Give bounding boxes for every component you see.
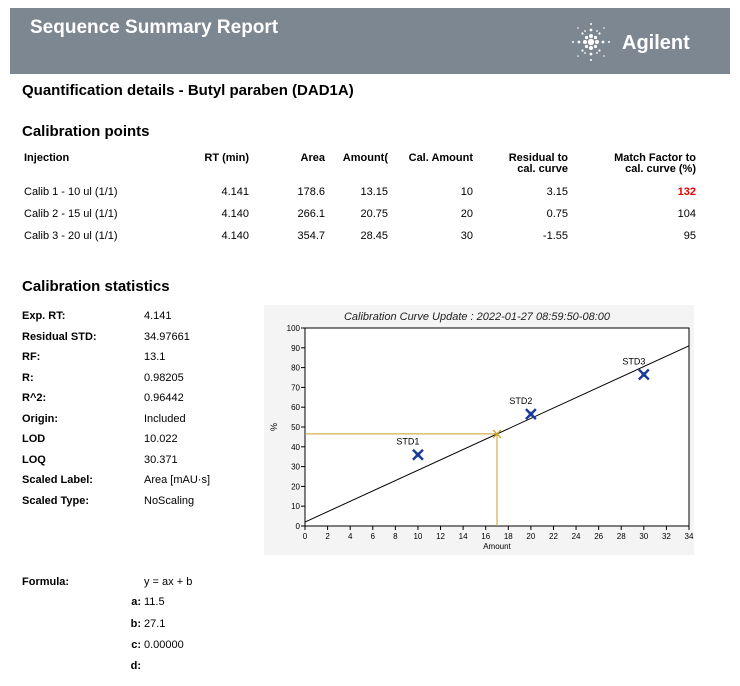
coef-key: b: <box>130 618 141 630</box>
cell-amount: 20.75 <box>360 208 388 220</box>
cell-residual: 0.75 <box>546 208 568 220</box>
col-area: Area <box>300 152 325 164</box>
x-tick-label: 18 <box>503 532 513 541</box>
table-row <box>20 181 700 203</box>
col-amount: Amount( <box>342 152 388 164</box>
calibration-curve-svg <box>264 305 694 555</box>
col-injection: Injection <box>24 152 70 164</box>
cell-injection: Calib 1 - 10 ul (1/1) <box>24 186 118 198</box>
point-label: STD2 <box>509 396 533 407</box>
cell-area: 266.1 <box>297 208 325 220</box>
cell-match-factor: 132 <box>677 186 696 198</box>
cell-match-factor: 95 <box>683 230 696 242</box>
cell-cal-amount: 30 <box>460 230 473 242</box>
x-tick-label: 20 <box>526 532 536 541</box>
stat-value: 13.1 <box>144 351 166 363</box>
cell-residual: -1.55 <box>542 230 568 242</box>
formula-coef-d <box>123 660 323 672</box>
calibration-curve-chart <box>264 305 694 555</box>
x-tick-label: 6 <box>370 532 375 541</box>
point-label: STD3 <box>622 356 646 367</box>
coef-value: 11.5 <box>144 596 165 608</box>
y-tick-label: 20 <box>291 482 300 492</box>
cell-amount: 13.15 <box>360 186 388 198</box>
table-header-row <box>20 152 700 181</box>
cell-residual: 3.15 <box>546 186 568 198</box>
col-cal-amount: Cal. Amount <box>408 152 473 164</box>
stat-value: 0.96442 <box>144 392 184 404</box>
x-tick-label: 32 <box>661 532 671 541</box>
formula-coef-b <box>123 618 323 630</box>
chart-title: Calibration Curve Update : 2022-01-27 08:59:50-08:00 <box>343 311 611 323</box>
table-row <box>20 203 700 225</box>
stat-value: 34.97661 <box>144 330 190 343</box>
agilent-spark-icon <box>566 18 616 66</box>
agilent-logo <box>566 18 706 66</box>
x-tick-label: 28 <box>616 532 626 541</box>
x-tick-label: 26 <box>594 532 604 541</box>
y-tick-label: 40 <box>291 442 300 452</box>
coef-value: 0.00000 <box>144 639 184 651</box>
x-axis-label: Amount <box>483 542 511 551</box>
stat-label: LOQ <box>22 453 46 466</box>
quantification-title: Quantification details - Butyl paraben (DAD1A) <box>22 82 354 99</box>
formula-label: Formula: <box>22 576 70 588</box>
x-tick-label: 16 <box>481 532 491 541</box>
stat-value: 30.371 <box>144 453 178 466</box>
formula-equation: y = ax + b <box>144 576 193 588</box>
calibration-point-core <box>641 372 646 377</box>
col-match-line2: cal. curve (%) <box>625 163 696 175</box>
x-tick-label: 2 <box>325 532 330 541</box>
y-tick-label: 90 <box>291 343 300 353</box>
stat-label: RF: <box>22 351 41 363</box>
stat-row-scaled-type <box>22 495 272 516</box>
x-tick-label: 10 <box>413 532 423 541</box>
y-tick-label: 60 <box>291 403 300 413</box>
agilent-logo-text: Agilent <box>622 32 690 54</box>
y-tick-label: 100 <box>286 324 300 333</box>
col-match-factor <box>572 152 700 181</box>
cell-amount: 28.45 <box>360 230 388 242</box>
x-tick-label: 22 <box>549 532 558 541</box>
calibration-statistics-list <box>22 310 272 515</box>
stat-label: LOD <box>22 433 46 445</box>
cell-injection: Calib 3 - 20 ul (1/1) <box>24 230 118 242</box>
calibration-point-core <box>528 412 533 417</box>
cell-rt: 4.140 <box>221 230 249 242</box>
stat-row-r-squared <box>22 392 272 413</box>
cell-cal-amount: 10 <box>460 186 473 198</box>
x-tick-label: 14 <box>458 532 468 541</box>
stat-value: NoScaling <box>144 494 195 507</box>
x-tick-label: 34 <box>684 532 694 541</box>
x-tick-label: 0 <box>302 532 308 541</box>
coef-key: c: <box>131 639 141 651</box>
x-tick-label: 8 <box>393 532 398 541</box>
x-tick-label: 12 <box>436 532 445 541</box>
cell-rt: 4.140 <box>221 208 249 220</box>
point-label: STD1 <box>396 436 420 447</box>
y-tick-label: 50 <box>291 423 300 432</box>
stat-label: Scaled Label: <box>22 474 93 486</box>
calibration-point-core <box>415 452 420 457</box>
calibration-statistics-title: Calibration statistics <box>22 278 170 295</box>
x-tick-label: 24 <box>571 532 581 541</box>
cell-match-factor: 104 <box>677 208 696 220</box>
stat-row-rf <box>22 351 272 372</box>
cell-area: 354.7 <box>297 230 325 242</box>
x-tick-label: 30 <box>639 532 649 541</box>
stat-label: R: <box>22 371 34 384</box>
report-title: Sequence Summary Report <box>30 17 279 38</box>
stat-value: 0.98205 <box>144 371 184 384</box>
y-tick-label: 80 <box>291 363 300 373</box>
calibration-points-title: Calibration points <box>22 123 150 140</box>
cell-injection: Calib 2 - 15 ul (1/1) <box>24 208 118 220</box>
formula-coef-c <box>123 639 323 651</box>
col-residual <box>477 152 572 181</box>
cell-area: 178.6 <box>297 186 325 198</box>
y-tick-label: 0 <box>295 522 300 531</box>
formula-coef-a <box>123 596 323 608</box>
report-header <box>10 8 730 74</box>
y-tick-label: 10 <box>291 502 300 512</box>
table-row <box>20 225 700 247</box>
coef-key: a: <box>131 596 141 608</box>
stat-value: Included <box>144 412 186 425</box>
stat-row-scaled-label <box>22 474 272 495</box>
stat-row-r <box>22 372 272 393</box>
calibration-points-table <box>20 152 700 247</box>
stat-row-origin <box>22 413 272 434</box>
col-rt: RT (min) <box>204 152 249 164</box>
cell-rt: 4.141 <box>221 186 249 198</box>
stat-label: Scaled Type: <box>22 494 90 507</box>
col-match-line1: Match Factor to <box>614 152 696 164</box>
stat-row-exp-rt <box>22 310 272 331</box>
cell-cal-amount: 20 <box>460 208 473 220</box>
col-residual-line2: cal. curve <box>517 163 568 175</box>
stat-label: R^2: <box>22 392 47 404</box>
stat-value: 4.141 <box>144 310 172 322</box>
y-tick-label: 30 <box>291 462 300 472</box>
stat-label: Residual STD: <box>22 330 97 343</box>
stat-label: Exp. RT: <box>22 310 66 322</box>
coef-key: d: <box>130 660 141 672</box>
stat-label: Origin: <box>22 412 59 425</box>
col-residual-line1: Residual to <box>508 152 568 164</box>
stat-row-loq <box>22 454 272 475</box>
stat-row-residual-std <box>22 331 272 352</box>
stat-value: 10.022 <box>144 433 178 445</box>
coef-value: 27.1 <box>144 618 166 630</box>
y-axis-label: % <box>269 422 279 432</box>
stat-value: Area [mAU·s] <box>144 474 211 486</box>
stat-row-lod <box>22 433 272 454</box>
y-tick-label: 70 <box>291 383 300 393</box>
x-tick-label: 4 <box>347 532 353 541</box>
